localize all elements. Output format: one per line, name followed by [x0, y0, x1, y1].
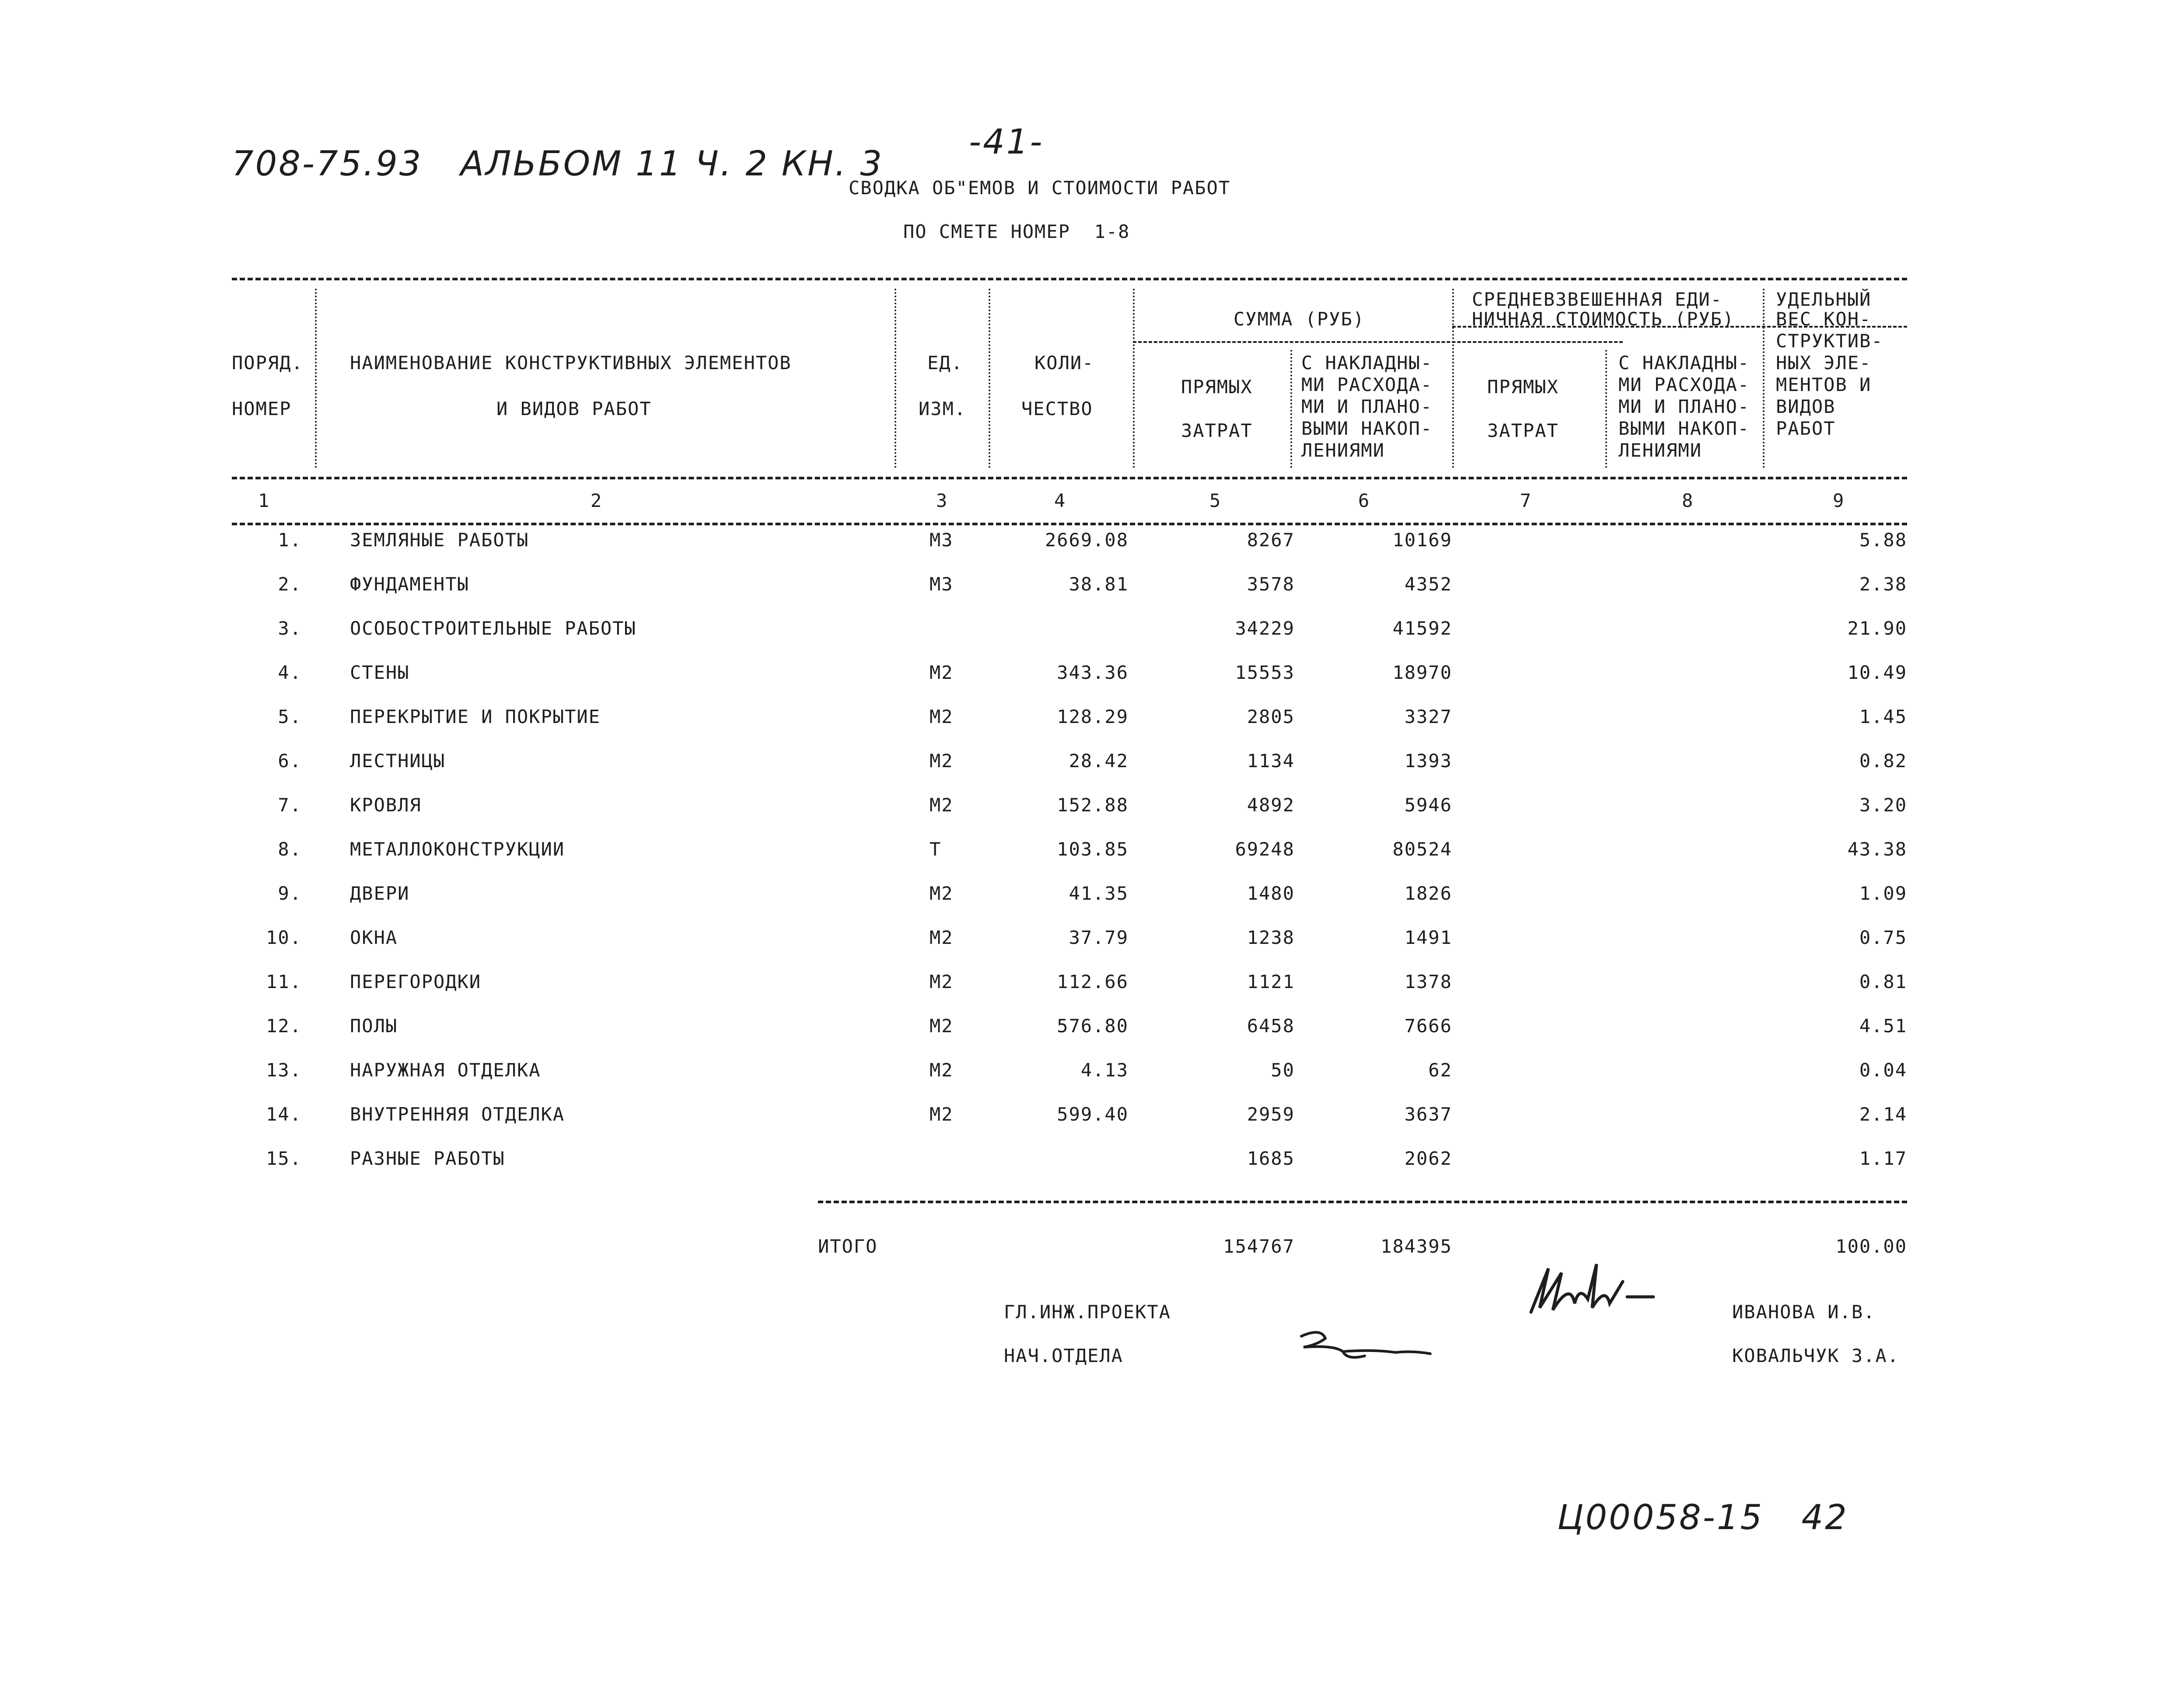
col-number: 7	[1520, 490, 1532, 511]
row-quantity: 103.85	[1057, 838, 1129, 860]
row-quantity: 128.29	[1057, 706, 1129, 727]
col-separator	[1763, 289, 1765, 468]
col6-header-line2: МИ РАСХОДА-	[1301, 374, 1433, 395]
row-direct-cost: 50	[1271, 1059, 1295, 1081]
col-separator	[895, 289, 896, 468]
col9-header-line5: МЕНТОВ И	[1776, 374, 1872, 395]
row-name: НАРУЖНАЯ ОТДЕЛКА	[350, 1059, 541, 1081]
row-unit: М2	[930, 706, 954, 727]
col9-header-line4: НЫХ ЭЛЕ-	[1776, 352, 1872, 374]
signature-name: ИВАНОВА И.В.	[1732, 1301, 1876, 1323]
row-share: 1.17	[1859, 1148, 1907, 1169]
row-quantity: 4.13	[1080, 1059, 1129, 1081]
col-number: 6	[1358, 490, 1370, 511]
row-overhead-cost: 10169	[1392, 529, 1452, 551]
row-number: 11.	[266, 971, 302, 992]
col3-header-line2: ИЗМ.	[919, 398, 967, 419]
row-number: 8.	[278, 838, 302, 860]
col1-header-line1: ПОРЯД.	[232, 352, 304, 374]
row-share: 2.38	[1859, 573, 1907, 595]
row-name: ДВЕРИ	[350, 883, 410, 904]
row-unit: М3	[930, 529, 954, 551]
total-share: 100.00	[1835, 1236, 1907, 1257]
col6-header-line3: МИ И ПЛАНО-	[1301, 396, 1433, 417]
col6-header-line4: ВЫМИ НАКОП-	[1301, 418, 1433, 439]
col9-header-line3: СТРУКТИВ-	[1776, 330, 1883, 352]
col4-header-line1: КОЛИ-	[1034, 352, 1094, 374]
col8-header-line5: ЛЕНИЯМИ	[1618, 440, 1702, 461]
col8-header-line1: С НАКЛАДНЫ-	[1618, 352, 1750, 374]
total-direct: 154767	[1223, 1236, 1295, 1257]
col-separator	[1452, 289, 1454, 468]
row-overhead-cost: 5946	[1404, 794, 1452, 816]
header-bottom-rule	[232, 477, 1907, 479]
row-overhead-cost: 1826	[1404, 883, 1452, 904]
row-overhead-cost: 4352	[1404, 573, 1452, 595]
row-share: 4.51	[1859, 1015, 1907, 1037]
row-unit: М2	[930, 971, 954, 992]
row-share: 21.90	[1847, 618, 1907, 639]
album-note: 708-75.93 АЛЬБОМ 11 Ч. 2 КН. 3	[232, 144, 884, 184]
row-number: 3.	[278, 618, 302, 639]
row-name: РАЗНЫЕ РАБОТЫ	[350, 1148, 505, 1169]
document-subtitle: ПО СМЕТЕ НОМЕР 1-8	[903, 221, 1130, 242]
row-overhead-cost: 18970	[1392, 662, 1452, 683]
row-name: ПЕРЕКРЫТИЕ И ПОКРЫТИЕ	[350, 706, 601, 727]
row-share: 0.75	[1859, 927, 1907, 948]
row-number: 13.	[266, 1059, 302, 1081]
row-share: 43.38	[1847, 838, 1907, 860]
row-share: 5.88	[1859, 529, 1907, 551]
col-numbers-rule	[232, 523, 1907, 525]
col6-header-line5: ЛЕНИЯМИ	[1301, 440, 1385, 461]
row-number: 9.	[278, 883, 302, 904]
row-name: КРОВЛЯ	[350, 794, 422, 816]
row-quantity: 37.79	[1069, 927, 1129, 948]
col3-header-line1: ЕД.	[927, 352, 963, 374]
row-direct-cost: 2959	[1247, 1104, 1295, 1125]
col-separator	[1290, 350, 1292, 468]
row-overhead-cost: 1393	[1404, 750, 1452, 772]
col-separator	[989, 289, 990, 468]
document-title: СВОДКА ОБ"ЕМОВ И СТОИМОСТИ РАБОТ	[849, 177, 1231, 199]
col-number: 4	[1054, 490, 1066, 511]
row-name: МЕТАЛЛОКОНСТРУКЦИИ	[350, 838, 565, 860]
row-overhead-cost: 1378	[1404, 971, 1452, 992]
row-share: 10.49	[1847, 662, 1907, 683]
row-name: ПОЛЫ	[350, 1015, 398, 1037]
row-quantity: 112.66	[1057, 971, 1129, 992]
row-direct-cost: 1480	[1247, 883, 1295, 904]
row-unit: М2	[930, 1104, 954, 1125]
col-number: 3	[936, 490, 948, 511]
row-overhead-cost: 80524	[1392, 838, 1452, 860]
row-number: 2.	[278, 573, 302, 595]
col5-header-line1: ПРЯМЫХ	[1181, 376, 1253, 398]
signature-role: ГЛ.ИНЖ.ПРОЕКТА	[1004, 1301, 1171, 1323]
row-overhead-cost: 41592	[1392, 618, 1452, 639]
col-number: 9	[1833, 490, 1845, 511]
row-direct-cost: 34229	[1235, 618, 1295, 639]
row-quantity: 41.35	[1069, 883, 1129, 904]
col9-header-line1: УДЕЛЬНЫЙ	[1776, 289, 1872, 310]
row-direct-cost: 1121	[1247, 971, 1295, 992]
row-direct-cost: 69248	[1235, 838, 1295, 860]
row-direct-cost: 1238	[1247, 927, 1295, 948]
row-unit: М3	[930, 573, 954, 595]
total-label: ИТОГО	[818, 1236, 878, 1257]
col8-header-line4: ВЫМИ НАКОП-	[1618, 418, 1750, 439]
row-overhead-cost: 62	[1428, 1059, 1452, 1081]
row-name: ПЕРЕГОРОДКИ	[350, 971, 482, 992]
row-direct-cost: 6458	[1247, 1015, 1295, 1037]
row-name: ОКНА	[350, 927, 398, 948]
row-direct-cost: 1134	[1247, 750, 1295, 772]
col-separator	[315, 289, 317, 468]
row-quantity: 599.40	[1057, 1104, 1129, 1125]
col8-header-line2: МИ РАСХОДА-	[1618, 374, 1750, 395]
signature-name: КОВАЛЬЧУК З.А.	[1732, 1345, 1900, 1366]
row-share: 3.20	[1859, 794, 1907, 816]
row-number: 10.	[266, 927, 302, 948]
row-unit: М2	[930, 794, 954, 816]
row-number: 14.	[266, 1104, 302, 1125]
col9-header-line2: ВЕС КОН-	[1776, 308, 1872, 330]
row-direct-cost: 1685	[1247, 1148, 1295, 1169]
row-quantity: 2669.08	[1045, 529, 1129, 551]
row-share: 2.14	[1859, 1104, 1907, 1125]
col1-header-line2: НОМЕР	[232, 398, 292, 419]
row-overhead-cost: 1491	[1404, 927, 1452, 948]
col8-header-line3: МИ И ПЛАНО-	[1618, 396, 1750, 417]
row-number: 6.	[278, 750, 302, 772]
row-quantity: 343.36	[1057, 662, 1129, 683]
col-separator	[1133, 289, 1135, 468]
row-share: 1.45	[1859, 706, 1907, 727]
row-unit: М2	[930, 1059, 954, 1081]
col7-header-line1: ПРЯМЫХ	[1487, 376, 1559, 398]
sum-group-rule	[1133, 341, 1623, 343]
avg-group-header-line1: СРЕДНЕВЗВЕШЕННАЯ ЕДИ-	[1472, 289, 1723, 310]
row-unit: М2	[930, 750, 954, 772]
row-name: ЛЕСТНИЦЫ	[350, 750, 446, 772]
col2-header-line2: И ВИДОВ РАБОТ	[496, 398, 652, 419]
col9-header-line6: ВИДОВ	[1776, 396, 1836, 417]
total-overhead: 184395	[1380, 1236, 1452, 1257]
col4-header-line2: ЧЕСТВО	[1021, 398, 1093, 419]
row-overhead-cost: 3637	[1404, 1104, 1452, 1125]
col-number: 2	[591, 490, 603, 511]
row-unit: М2	[930, 927, 954, 948]
row-number: 4.	[278, 662, 302, 683]
row-direct-cost: 4892	[1247, 794, 1295, 816]
row-overhead-cost: 7666	[1404, 1015, 1452, 1037]
col5-header-line2: ЗАТРАТ	[1181, 420, 1253, 441]
row-number: 7.	[278, 794, 302, 816]
col-number: 5	[1209, 490, 1222, 511]
col9-header-line7: РАБОТ	[1776, 418, 1836, 439]
row-quantity: 38.81	[1069, 573, 1129, 595]
table-top-rule	[232, 278, 1907, 280]
col-separator	[1605, 350, 1607, 468]
row-share: 0.81	[1859, 971, 1907, 992]
row-direct-cost: 3578	[1247, 573, 1295, 595]
row-overhead-cost: 3327	[1404, 706, 1452, 727]
row-unit: Т	[930, 838, 942, 860]
col7-header-line2: ЗАТРАТ	[1487, 420, 1559, 441]
row-unit: М2	[930, 1015, 954, 1037]
signature-role: НАЧ.ОТДЕЛА	[1004, 1345, 1123, 1366]
row-share: 0.04	[1859, 1059, 1907, 1081]
row-quantity: 152.88	[1057, 794, 1129, 816]
row-number: 15.	[266, 1148, 302, 1169]
total-rule	[818, 1201, 1907, 1203]
row-direct-cost: 2805	[1247, 706, 1295, 727]
row-overhead-cost: 2062	[1404, 1148, 1452, 1169]
row-name: ЗЕМЛЯНЫЕ РАБОТЫ	[350, 529, 529, 551]
footer-note: Ц00058-15 42	[1557, 1498, 1849, 1537]
row-share: 0.82	[1859, 750, 1907, 772]
avg-group-header-line2: НИЧНАЯ СТОИМОСТЬ (РУБ)	[1472, 308, 1735, 330]
sum-group-header: СУММА (РУБ)	[1234, 308, 1365, 330]
row-share: 1.09	[1859, 883, 1907, 904]
row-direct-cost: 8267	[1247, 529, 1295, 551]
row-name: ФУНДАМЕНТЫ	[350, 573, 469, 595]
row-quantity: 28.42	[1069, 750, 1129, 772]
row-quantity: 576.80	[1057, 1015, 1129, 1037]
row-number: 12.	[266, 1015, 302, 1037]
row-number: 1.	[278, 529, 302, 551]
col-number: 1	[258, 490, 270, 511]
row-name: СТЕНЫ	[350, 662, 410, 683]
row-name: ВНУТРЕННЯЯ ОТДЕЛКА	[350, 1104, 565, 1125]
handwritten-signature	[1522, 1255, 1662, 1325]
row-unit: М2	[930, 883, 954, 904]
col2-header-line1: НАИМЕНОВАНИЕ КОНСТРУКТИВНЫХ ЭЛЕМЕНТОВ	[350, 352, 792, 374]
col-number: 8	[1682, 490, 1694, 511]
row-name: ОСОБОСТРОИТЕЛЬНЫЕ РАБОТЫ	[350, 618, 636, 639]
handwritten-signature	[1295, 1325, 1435, 1369]
row-number: 5.	[278, 706, 302, 727]
col6-header-line1: С НАКЛАДНЫ-	[1301, 352, 1433, 374]
row-unit: М2	[930, 662, 954, 683]
row-direct-cost: 15553	[1235, 662, 1295, 683]
page-number: -41-	[969, 122, 1044, 162]
